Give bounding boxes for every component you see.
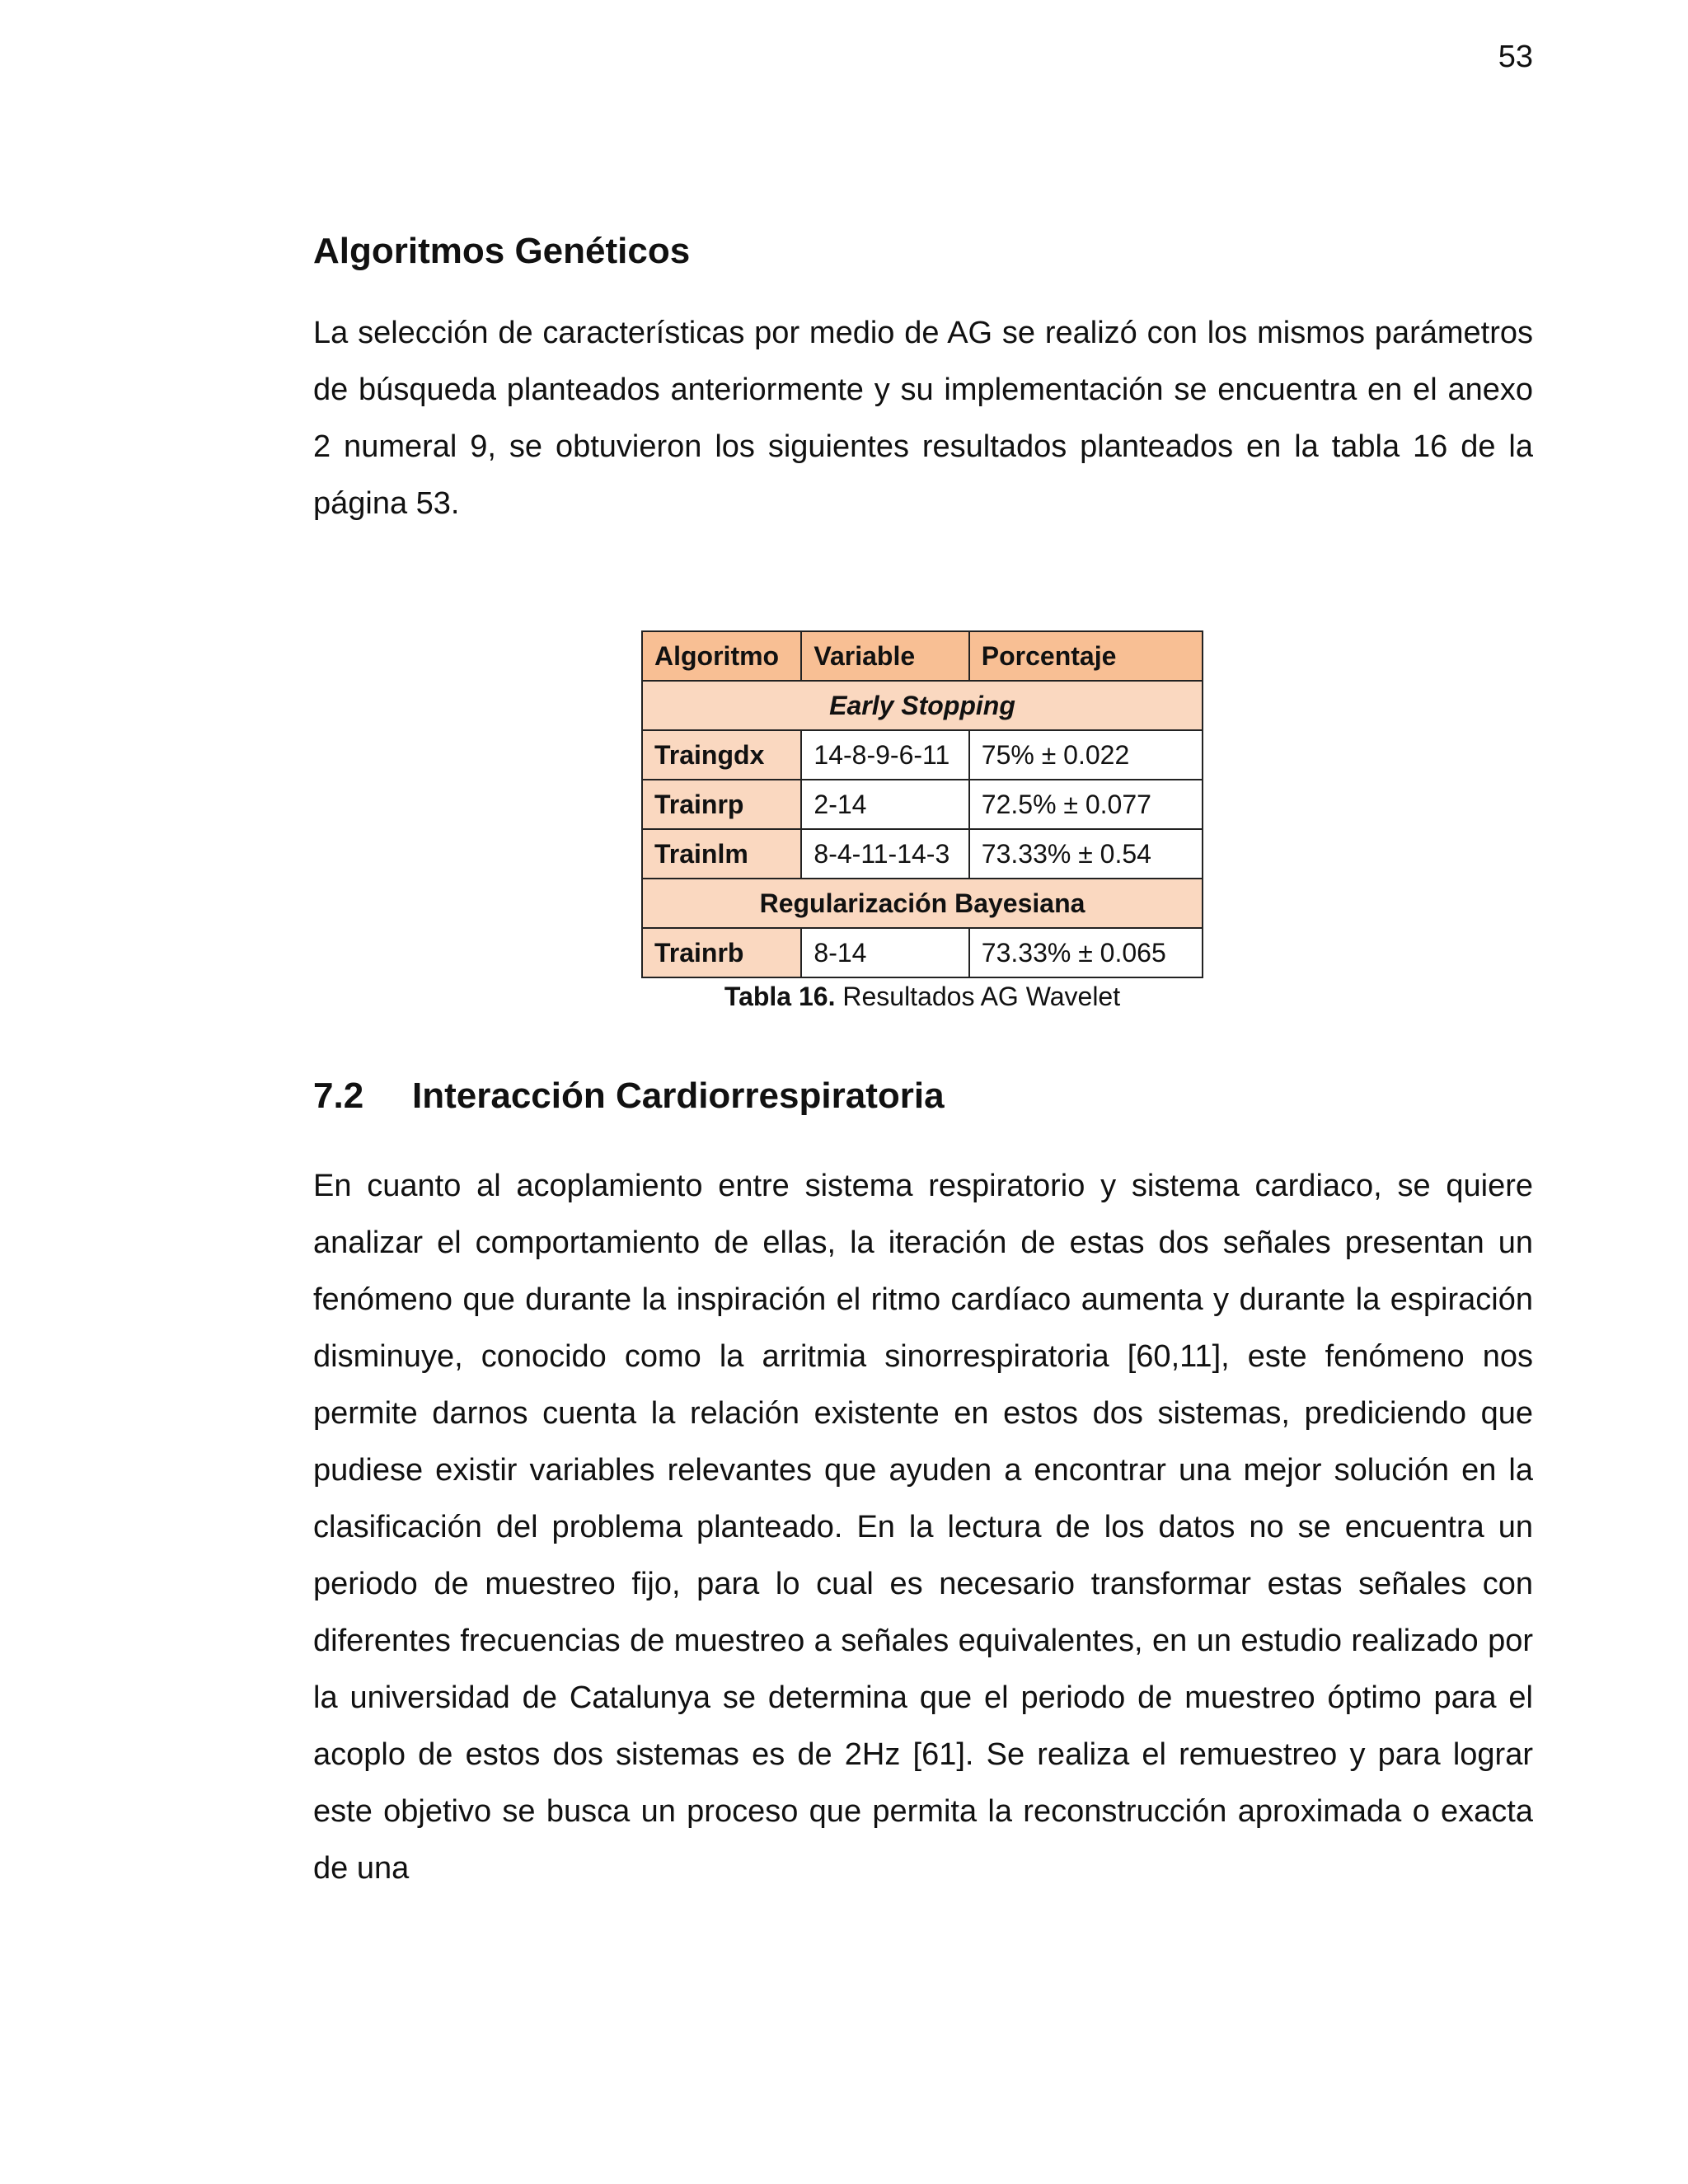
cell-percentage: 72.5% ± 0.077	[969, 780, 1203, 829]
table-row	[642, 780, 1203, 829]
table-row	[642, 928, 1203, 977]
header-algoritmo: Algoritmo	[642, 631, 801, 681]
cell-algorithm: Trainrb	[642, 928, 801, 977]
group-regularizacion-bayesiana: Regularización Bayesiana	[642, 879, 1203, 928]
cell-variable: 8-4-11-14-3	[801, 829, 968, 879]
cell-variable: 8-14	[801, 928, 968, 977]
caption-text: Resultados AG Wavelet	[835, 982, 1121, 1011]
section-paragraph: En cuanto al acoplamiento entre sistema respiratorio y sistema cardiaco, se quiere analizar el comportamiento de ellas, la iteración de estas dos señales presentan un fenómeno que durante la inspiración el ritmo cardíaco aumenta y durante la espiración disminuye, conocido como la arritmia sinorrespiratoria [60,11], este fenómeno nos permite darnos cuenta la relación existente en estos dos sistemas, prediciendo que pudiese existir variables relevantes que ayuden a encontrar una mejor solución en la clasificación del problema planteado. En la lectura de los datos no se encuentra un periodo de muestreo fijo, para lo cual es necesario transformar estas señales con diferentes frecuencias de muestreo a señales equivalentes, en un estudio realizado por la universidad de Catalunya se determina que el periodo de muestreo óptimo para el acoplo de estos dos sistemas es de 2Hz [61]. Se realiza el remuestreo y para lograr este objetivo se busca un proceso que permita la reconstrucción aproximada o exacta de una	[313, 1169, 1533, 1886]
cell-percentage: 73.33% ± 0.065	[969, 928, 1203, 977]
table-group-row	[642, 879, 1203, 928]
caption-label: Tabla 16.	[724, 982, 836, 1011]
results-table	[641, 630, 1203, 978]
section-heading: Algoritmos Genéticos	[313, 231, 691, 271]
table-header-row	[642, 631, 1203, 681]
section-heading	[313, 1076, 1533, 1117]
results-table-container	[641, 630, 1203, 1012]
page-number: 53	[1498, 40, 1533, 74]
table-row	[642, 829, 1203, 879]
section-genetic-algorithms	[313, 231, 1533, 532]
cell-algorithm: Trainlm	[642, 829, 801, 879]
header-porcentaje: Porcentaje	[969, 631, 1203, 681]
section-title: Interacción Cardiorrespiratoria	[412, 1076, 945, 1116]
cell-variable: 14-8-9-6-11	[801, 730, 968, 780]
header-variable: Variable	[801, 631, 968, 681]
cell-algorithm: Traingdx	[642, 730, 801, 780]
table-row	[642, 730, 1203, 780]
table-caption	[641, 982, 1203, 1012]
cell-percentage: 75% ± 0.022	[969, 730, 1203, 780]
section-paragraph: La selección de características por medio de AG se realizó con los mismos parámetros de búsqueda planteados anteriormente y su implementación se encuentra en el anexo 2 numeral 9, se obtuvieron los siguientes resultados planteados en la tabla 16 de la página 53.	[313, 316, 1533, 521]
cell-percentage: 73.33% ± 0.54	[969, 829, 1203, 879]
section-cardiorespiratory	[313, 1076, 1533, 1897]
cell-variable: 2-14	[801, 780, 968, 829]
table-group-row	[642, 681, 1203, 730]
section-number: 7.2	[313, 1076, 364, 1116]
group-early-stopping: Early Stopping	[642, 681, 1203, 730]
cell-algorithm: Trainrp	[642, 780, 801, 829]
